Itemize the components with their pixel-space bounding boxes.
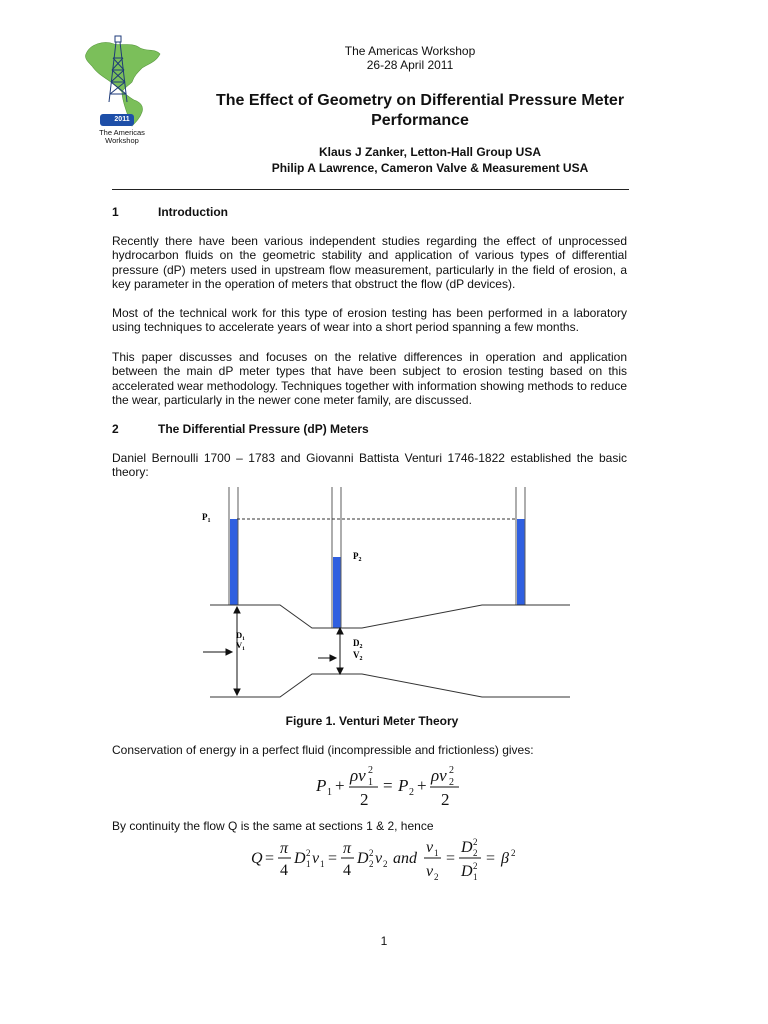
author-2: Philip A Lawrence, Cameron Valve & Measurement USA <box>271 161 589 175</box>
svg-text:=: = <box>446 850 456 867</box>
svg-text:π: π <box>280 840 289 857</box>
svg-text:2: 2 <box>449 777 454 788</box>
svg-text:P: P <box>398 776 409 795</box>
title-line-2: Performance <box>371 112 469 129</box>
paper-title <box>180 91 660 131</box>
svg-text:2: 2 <box>306 848 311 858</box>
energy-paragraph: Conservation of energy in a perfect fluid (incompressible and frictionless) gives: <box>112 743 534 757</box>
svg-text:2: 2 <box>511 848 516 858</box>
p1-fluid-column <box>230 519 238 605</box>
logo-caption-line1: The Americas <box>99 128 145 137</box>
svg-text:v: v <box>426 863 434 880</box>
author-1: Klaus J Zanker, Letton-Hall Group USA <box>318 145 542 159</box>
section-1-heading <box>112 205 612 219</box>
section-1-number: 1 <box>112 205 119 219</box>
label-v2: $V_2$ <box>353 650 363 662</box>
title-line-1: The Effect of Geometry on Differential Pressure Meter <box>215 92 625 109</box>
p3-fluid-column <box>517 519 525 605</box>
conference-dates: 26-28 April 2011 <box>366 58 454 72</box>
svg-text:=: = <box>383 776 393 795</box>
svg-text:2: 2 <box>369 848 374 858</box>
svg-text:1: 1 <box>320 859 325 869</box>
svg-text:=: = <box>486 850 496 867</box>
figure-caption: Figure 1. Venturi Meter Theory <box>285 714 459 728</box>
svg-text:=: = <box>265 850 275 867</box>
label-v1: $V_1$ <box>236 640 245 652</box>
svg-text:ρv: ρv <box>350 766 366 785</box>
section-2-title: The Differential Pressure (dP) Meters <box>158 422 369 436</box>
svg-text:2: 2 <box>383 859 388 869</box>
svg-text:2: 2 <box>473 837 478 847</box>
svg-text:β: β <box>501 850 509 867</box>
intro-paragraph-2: Most of the technical work for this type of erosion testing has been performed in a laboratory using techniques to accelerate years of wear into a short period spanning a few months. <box>112 306 627 335</box>
americas-map-logo <box>78 28 166 128</box>
svg-text:4: 4 <box>343 862 351 879</box>
conference-name: The Americas Workshop <box>344 44 476 58</box>
label-p1: $P_1$ <box>202 512 211 524</box>
svg-text:2: 2 <box>369 859 374 869</box>
svg-text:D: D <box>357 850 369 867</box>
intro-paragraph-1: Recently there have been various independent studies regarding the effect of unprocessed hydrocarbon fluids on the geometric stability and application of various types of differential pressure (dP) meters used in upstream flow measurement, particularly in the field of erosion, a key parameter in the operation of meters that obstruct the flow (dP devices). <box>112 234 627 292</box>
svg-text:D: D <box>294 850 306 867</box>
section-1-title: Introduction <box>158 205 228 219</box>
venturi-diagram <box>112 483 632 703</box>
svg-text:2: 2 <box>473 848 478 858</box>
svg-text:1: 1 <box>473 872 478 882</box>
svg-text:1: 1 <box>306 859 311 869</box>
svg-text:1: 1 <box>327 787 332 798</box>
header-divider <box>112 189 629 190</box>
author-list <box>200 144 660 176</box>
section-2-heading <box>112 422 612 436</box>
conference-header <box>290 44 530 72</box>
svg-text:2: 2 <box>368 765 373 776</box>
continuity-equation <box>245 832 525 887</box>
svg-text:Q: Q <box>251 850 263 867</box>
section-2-number: 2 <box>112 422 119 436</box>
svg-text:+: + <box>335 776 345 795</box>
svg-text:D: D <box>461 839 473 856</box>
svg-text:+: + <box>417 776 427 795</box>
svg-text:2: 2 <box>449 765 454 776</box>
svg-text:v: v <box>312 850 320 867</box>
svg-text:2: 2 <box>360 790 369 809</box>
svg-text:2: 2 <box>434 872 439 882</box>
page-number: 1 <box>380 934 388 948</box>
svg-text:2: 2 <box>441 790 450 809</box>
svg-text:and: and <box>393 850 417 867</box>
svg-text:ρv: ρv <box>431 766 447 785</box>
svg-text:2: 2 <box>473 861 478 871</box>
theory-paragraph: Daniel Bernoulli 1700 – 1783 and Giovanni Battista Venturi 1746-1822 established the basic theory: <box>112 451 627 480</box>
svg-text:1: 1 <box>368 777 373 788</box>
bernoulli-equation <box>300 760 500 810</box>
svg-text:1: 1 <box>434 848 439 858</box>
p2-fluid-column <box>333 557 341 628</box>
venturi-figure <box>112 483 632 703</box>
svg-text:4: 4 <box>280 862 288 879</box>
intro-paragraph-3: This paper discusses and focuses on the relative differences in operation and application between the main dP meter types that have been subject to erosion testing based on this accelerated wear methodology. Techniques together with information showing methods to reduce the wear, particularly in the newer cone meter family, are discussed. <box>112 350 627 408</box>
venturi-upper-wall <box>210 605 570 628</box>
label-d2: $D_2$ <box>353 638 363 650</box>
svg-text:P: P <box>316 776 327 795</box>
venturi-lower-wall <box>210 674 570 697</box>
logo-caption-line2: Workshop <box>105 136 139 145</box>
label-p2: $P_2$ <box>353 551 362 563</box>
svg-text:v: v <box>426 839 434 856</box>
workshop-logo <box>78 28 166 146</box>
svg-text:=: = <box>328 850 338 867</box>
svg-text:D: D <box>461 863 473 880</box>
continuity-paragraph: By continuity the flow Q is the same at sections 1 & 2, hence <box>112 819 434 833</box>
label-d1: $D_1$ <box>236 630 245 642</box>
svg-text:π: π <box>343 840 352 857</box>
svg-text:v: v <box>375 850 383 867</box>
svg-text:2: 2 <box>409 787 414 798</box>
logo-year: 2011 <box>114 116 130 123</box>
